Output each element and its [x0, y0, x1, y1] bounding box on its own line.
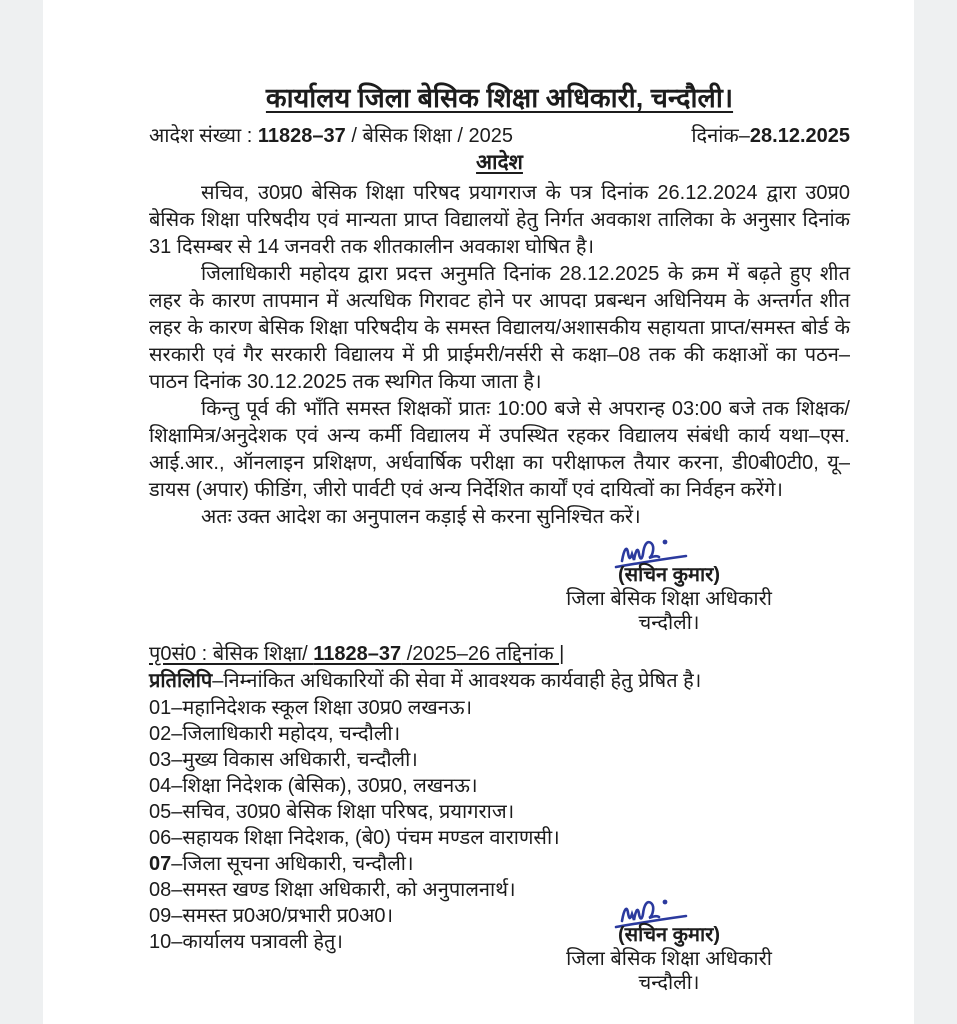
recipient-number: 08	[149, 879, 172, 901]
signature-block-bottom	[554, 897, 784, 995]
recipient-item	[149, 695, 850, 721]
reference-suffix: /2025–26 तद्दिनांक |	[401, 643, 565, 665]
signatory-name: (सचिन कुमार)	[617, 564, 721, 586]
order-number-suffix: / बेसिक शिक्षा / 2025	[345, 125, 513, 147]
copy-line	[149, 668, 850, 695]
recipient-item	[149, 825, 850, 851]
recipient-number: 07	[149, 853, 172, 875]
recipient-text: –जिलाधिकारी महोदय, चन्दौली।	[171, 723, 401, 745]
paragraph-3: किन्तु पूर्व की भाँति समस्त शिक्षकों प्रातः 10:00 बजे से अपरान्ह 03:00 बजे तक शिक्षक/ शिक्षामित्र/अनुदेशक एवं अन्य कर्मी विद्यालय में उपस्थित रहकर विद्यालय संबंधी कार्य यथा–एस. आई.आर., ऑनलाइन प्रशिक्षण, अर्धवार्षिक परीक्षा का परीक्षाफल तैयार करना, डी0बी0टी0, यू–डायस (अपार) फीडिंग, जीरो पार्वटी एवं अन्य निर्देशित कार्यों एवं दायित्वों का निर्वहन करेंगे।	[149, 398, 850, 501]
recipient-text: –शिक्षा निदेशक (बेसिक), उ0प्र0, लखनऊ।	[171, 775, 478, 797]
recipient-text: –समस्त खण्ड शिक्षा अधिकारी, को अनुपालनार्थ।	[171, 879, 516, 901]
recipient-item	[149, 851, 850, 877]
order-meta-row	[149, 123, 850, 150]
signatory-designation: जिला बेसिक शिक्षा अधिकारी	[566, 588, 772, 610]
copy-label: प्रतिलिपि	[149, 670, 213, 692]
recipient-item	[149, 747, 850, 773]
recipient-number: 05	[149, 801, 172, 823]
recipient-item	[149, 721, 850, 747]
recipient-number: 02	[149, 723, 172, 745]
recipient-number: 04	[149, 775, 172, 797]
recipient-number: 09	[149, 905, 172, 927]
signatory-place: चन्दौली।	[638, 972, 700, 994]
copy-text: –निम्नांकित अधिकारियों की सेवा में आवश्यक कार्यवाही हेतु प्रेषित है।	[212, 670, 702, 692]
recipient-number: 10	[149, 931, 172, 953]
recipient-text: –सहायक शिक्षा निदेशक, (बे0) पंचम मण्डल वाराणसी।	[171, 827, 560, 849]
signature-block-top	[554, 537, 784, 635]
recipient-text: –महानिदेशक स्कूल शिक्षा उ0प्र0 लखनऊ।	[171, 697, 473, 719]
signatory-name: (सचिन कुमार)	[617, 924, 721, 946]
order-number-value: 11828–37	[257, 125, 346, 147]
recipient-text: –मुख्य विकास अधिकारी, चन्दौली।	[171, 749, 418, 771]
recipient-number: 06	[149, 827, 172, 849]
order-date-label: दिनांक–	[691, 125, 750, 147]
paragraph-2: जिलाधिकारी महोदय द्वारा प्रदत्त अनुमति दिनांक 28.12.2025 के क्रम में बढ़ते हुए शीत लहर के कारण तापमान में अत्यधिक गिरावट होने पर आपदा प्रबन्धन अधिनियम के अन्तर्गत शीत लहर के कारण बेसिक शिक्षा परिषदीय के समस्त विद्यालय/अशासकीय सहायता प्राप्त/समस्त बोर्ड के सरकारी एवं गैर सरकारी विद्यालय में प्री प्राईमरी/नर्सरी से कक्षा–08 तक की कक्षाओं का पठन–पाठन दिनांक 30.12.2025 तक स्थगित किया जाता है।	[149, 263, 850, 393]
recipient-number: 03	[149, 749, 172, 771]
recipient-number: 01	[149, 697, 172, 719]
paragraph-4: अतः उक्त आदेश का अनुपालन कड़ाई से करना सुनिश्चित करें।	[201, 506, 641, 528]
recipient-item	[149, 799, 850, 825]
order-date-value: 28.12.2025	[749, 125, 850, 147]
recipient-item	[149, 773, 850, 799]
letter-page	[43, 0, 914, 1024]
reference-line	[149, 641, 850, 668]
reference-number: 11828–37	[313, 643, 402, 665]
order-date	[691, 123, 850, 150]
order-number	[149, 123, 513, 150]
signatory-place: चन्दौली।	[638, 612, 700, 634]
recipient-text: –कार्यालय पत्रावली हेतु।	[171, 931, 344, 953]
order-body	[149, 180, 850, 531]
recipient-text: –सचिव, उ0प्र0 बेसिक शिक्षा परिषद, प्रयागराज।	[171, 801, 515, 823]
order-number-label: आदेश संख्या :	[149, 125, 258, 147]
reference-prefix: पृ0सं0 : बेसिक शिक्षा/	[149, 643, 314, 665]
recipient-text: –समस्त प्र0अ0/प्रभारी प्र0अ0।	[171, 905, 394, 927]
signatory-designation: जिला बेसिक शिक्षा अधिकारी	[566, 948, 772, 970]
recipient-text: –जिला सूचना अधिकारी, चन्दौली।	[171, 853, 414, 875]
office-title: कार्यालय जिला बेसिक शिक्षा अधिकारी, चन्दौली।	[265, 83, 734, 113]
paragraph-1: सचिव, उ0प्र0 बेसिक शिक्षा परिषद प्रयागराज के पत्र दिनांक 26.12.2024 द्वारा उ0प्र0 बेसिक शिक्षा परिषदीय एवं मान्यता प्राप्त विद्यालयों हेतु निर्गत अवकाश तालिका के अनुसार दिनांक 31 दिसम्बर से 14 जनवरी तक शीतकालीन अवकाश घोषित है।	[149, 182, 850, 258]
order-heading: आदेश	[476, 151, 523, 174]
